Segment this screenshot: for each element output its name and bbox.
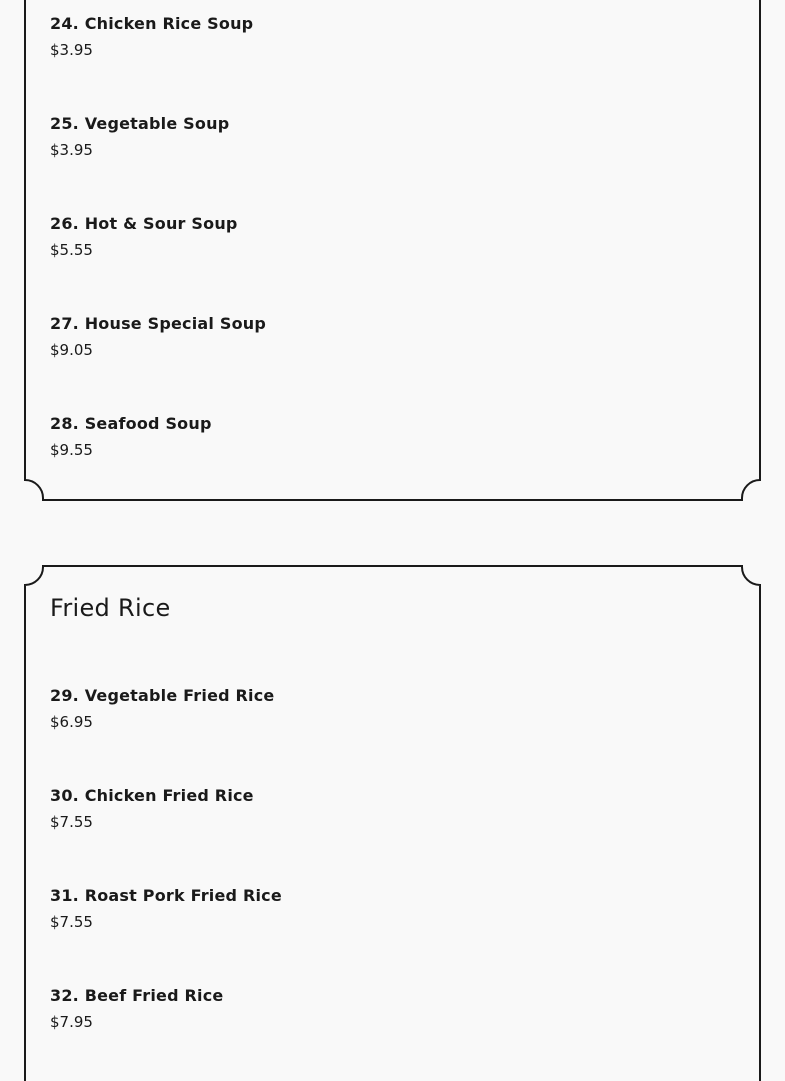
item-name: 24. Chicken Rice Soup xyxy=(50,14,254,33)
item-price: $7.55 xyxy=(50,913,93,931)
menu-item-32[interactable] xyxy=(50,986,223,1032)
item-name: 27. House Special Soup xyxy=(50,314,267,333)
item-price: $5.55 xyxy=(50,241,93,259)
menu-item-29[interactable] xyxy=(50,686,274,732)
item-name: 28. Seafood Soup xyxy=(50,414,212,433)
item-name: 25. Vegetable Soup xyxy=(50,114,230,133)
menu-item-31[interactable] xyxy=(50,886,282,932)
item-price: $7.95 xyxy=(50,1013,93,1031)
item-name: 29. Vegetable Fried Rice xyxy=(50,686,275,705)
menu-item-27[interactable] xyxy=(50,314,266,360)
item-name: 26. Hot & Sour Soup xyxy=(50,214,238,233)
item-name: 32. Beef Fried Rice xyxy=(50,986,224,1005)
item-price: $3.95 xyxy=(50,41,93,59)
menu-item-25[interactable] xyxy=(50,114,229,160)
menu-item-30[interactable] xyxy=(50,786,254,832)
menu-item-26[interactable] xyxy=(50,214,238,260)
item-price: $3.95 xyxy=(50,141,93,159)
section-title-fried-rice: Fried Rice xyxy=(50,594,171,622)
item-price: $7.55 xyxy=(50,813,93,831)
item-price: $9.05 xyxy=(50,341,93,359)
item-price: $6.95 xyxy=(50,713,93,731)
item-price: $9.55 xyxy=(50,441,93,459)
item-name: 31. Roast Pork Fried Rice xyxy=(50,886,282,905)
menu-item-28[interactable] xyxy=(50,414,212,460)
item-name: 30. Chicken Fried Rice xyxy=(50,786,254,805)
menu-item-24[interactable] xyxy=(50,14,253,60)
